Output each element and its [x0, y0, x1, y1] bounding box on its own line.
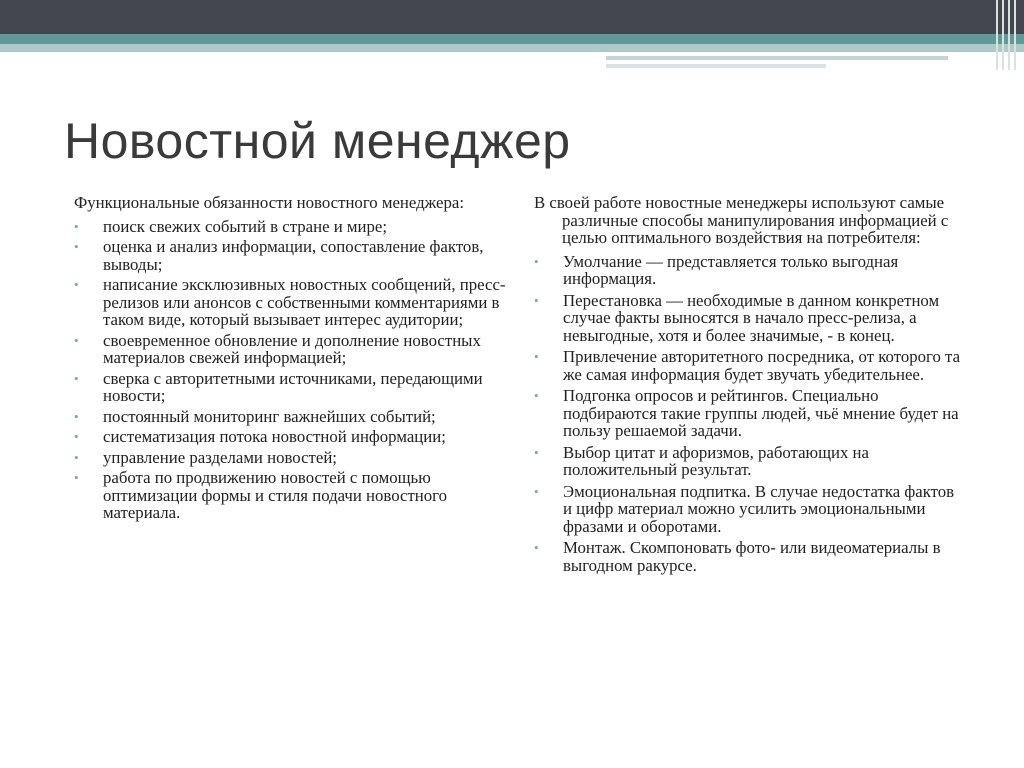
list-item-text: сверка с авторитетными источниками, передающими новости;	[103, 368, 483, 405]
list-item	[534, 292, 964, 345]
list-item	[534, 483, 964, 536]
bullet-dot-icon: •	[534, 388, 539, 403]
bullet-dot-icon: •	[534, 540, 539, 555]
header-accent-stripe	[0, 34, 1024, 44]
list-item-text: постоянный мониторинг важнейших событий;	[103, 406, 436, 426]
right-intro: В своей работе новостные менеджеры используют самые различные способы манипулирования информацией с целью оптимального воздействия на потребителя:	[534, 193, 949, 247]
list-item	[534, 539, 964, 574]
list-item-text: написание эксклюзивных новостных сообщений, пресс-релизов или анонсов с собственными комментариями в таком виде, который вызывает интерес аудитории;	[103, 275, 506, 329]
list-item-text: поиск свежих событий в стране и мире;	[103, 216, 388, 236]
header-light-stripe	[0, 44, 1024, 52]
bullet-dot-icon: •	[74, 449, 79, 465]
list-item	[74, 469, 514, 522]
list-item-text: своевременное обновление и дополнение новостных материалов свежей информацией;	[103, 330, 481, 367]
list-item-text: Привлечение авторитетного посредника, от которого та же самая информация будет звучать убедительнее.	[563, 347, 961, 384]
bullet-dot-icon: •	[74, 429, 79, 444]
left-intro: Функциональные обязанности новостного менеджера:	[74, 193, 464, 212]
list-item	[74, 370, 514, 405]
list-item	[534, 444, 964, 479]
bullet-dot-icon: •	[74, 239, 79, 254]
list-item-text: Перестановка — необходимые в данном конкретном случае факты выносятся в начало пресс-релиза, а невыгодные, хотя и более значимые, - в конец.	[563, 290, 940, 345]
list-item-text: Умолчание — представляется только выгодная информация.	[563, 251, 899, 288]
slide-title: Новостной менеджер	[64, 113, 571, 169]
bullet-dot-icon: •	[74, 370, 79, 386]
list-item-text: Выбор цитат и афоризмов, работающих на положительный результат.	[563, 442, 869, 479]
bullet-dot-icon: •	[534, 292, 539, 308]
decorative-line	[606, 56, 948, 60]
bullet-dot-icon: •	[74, 277, 79, 292]
bullet-dot-icon: •	[74, 332, 79, 348]
list-item	[534, 348, 964, 383]
bullet-dot-icon: •	[534, 483, 539, 499]
bullet-dot-icon: •	[534, 253, 539, 269]
list-item	[534, 387, 964, 440]
bullet-dot-icon: •	[74, 470, 79, 485]
list-item	[74, 276, 514, 329]
list-item	[74, 218, 514, 236]
bullet-dot-icon: •	[534, 444, 539, 460]
left-bullet-list	[74, 218, 514, 522]
decorative-line	[606, 64, 826, 68]
header-band	[0, 0, 1024, 34]
list-item	[534, 253, 964, 288]
bullet-dot-icon: •	[534, 349, 539, 364]
list-item-text: управление разделами новостей;	[103, 447, 337, 467]
list-item	[74, 332, 514, 367]
decorative-edge-lines	[990, 0, 1024, 70]
left-column	[74, 194, 514, 525]
list-item	[74, 428, 514, 446]
list-item-text: систематизация потока новостной информации;	[103, 427, 446, 446]
bullet-dot-icon: •	[74, 218, 79, 234]
list-item	[74, 449, 514, 467]
list-item-text: работа по продвижению новостей с помощью оптимизации формы и стиля подачи новостного материала.	[103, 468, 448, 522]
right-column	[534, 194, 964, 578]
list-item-text: оценка и анализ информации, сопоставление фактов, выводы;	[103, 237, 484, 274]
right-bullet-list	[534, 253, 964, 575]
bullet-dot-icon: •	[74, 408, 79, 424]
list-item	[74, 408, 514, 426]
list-item	[74, 238, 514, 273]
list-item-text: Подгонка опросов и рейтингов. Специально подбираются такие группы людей, чьё мнение будет на пользу решаемой задачи.	[563, 386, 959, 440]
list-item-text: Монтаж. Скомпоновать фото- или видеоматериалы в выгодном ракурсе.	[563, 538, 941, 575]
list-item-text: Эмоциональная подпитка. В случае недостатка фактов и цифр материал можно усилить эмоциональными фразами и оборотами.	[563, 481, 955, 536]
